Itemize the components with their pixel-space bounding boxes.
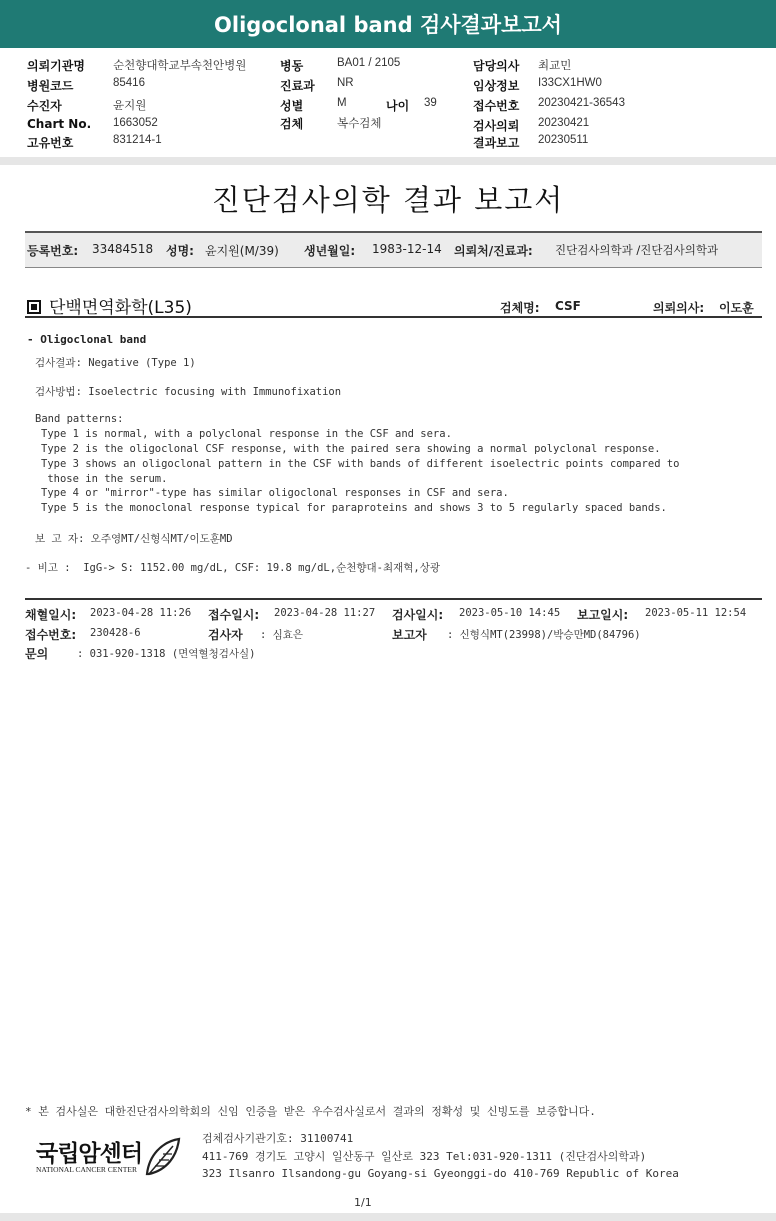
inquiry-label: 문의 — [25, 647, 49, 661]
bottom-band — [0, 1213, 776, 1221]
reg-no-label: 등록번호: — [27, 244, 79, 258]
clinical-label: 임상정보 — [473, 79, 520, 93]
reporter-line: 보 고 자: 오주영MT/신형식MT/이도훈MD — [35, 533, 233, 545]
request-label: 검사의뢰 — [473, 119, 520, 133]
page-number: 1/1 — [354, 1196, 372, 1209]
dept-label: 진료과 — [280, 79, 315, 93]
ward-label: 병동 — [280, 59, 304, 73]
doctor-label: 담당의사 — [473, 59, 520, 73]
receipt-value: 20230421-36543 — [538, 97, 625, 109]
test-method: 검사방법: Isoelectric focusing with Immunofixation — [35, 386, 342, 398]
report-title-bar — [0, 0, 776, 48]
ref-doctor-label: 의뢰의사: — [653, 301, 705, 315]
name-label: 성명: — [166, 244, 194, 258]
dob-label: 생년월일: — [304, 244, 356, 258]
hosp-code-value: 85416 — [113, 77, 145, 89]
band-pattern-line: Type 3 shows an oligoclonal pattern in the CSF with bands of different isoelectric points compared to — [41, 458, 680, 470]
patient-label: 수진자 — [27, 99, 62, 113]
band-pattern-line: Type 4 or "mirror"-type has similar oligoclonal responses in CSF and sera. — [41, 487, 509, 499]
test-result: 검사결과: Negative (Type 1) — [35, 357, 196, 369]
reporter-value: : 신형식MT(23998)/박승만MD(84796) — [447, 629, 641, 641]
specimen-label: 검체 — [280, 117, 304, 131]
org-value: 순천향대학교부속천안병원 — [113, 60, 247, 72]
specimen-name-label: 검체명: — [500, 301, 540, 315]
uid-label: 고유번호 — [27, 136, 74, 150]
test-date-label: 검사일시: — [392, 608, 444, 622]
receipt-label: 접수번호 — [473, 99, 520, 113]
age-value: 39 — [424, 97, 437, 109]
logo-korean: 국립암센터 — [36, 1141, 143, 1167]
uid-value: 831214-1 — [113, 134, 162, 146]
receipt-no-label: 접수번호: — [25, 628, 77, 642]
address-english: 323 Ilsanro Ilsandong-gu Goyang-si Gyeonggi-do 410-769 Republic of Korea — [202, 1167, 679, 1180]
chart-value: 1663052 — [113, 117, 158, 129]
req-dept-value: 진단검사의학과 /진단검사의학과 — [555, 243, 719, 257]
doctor-value: 최교민 — [538, 60, 572, 72]
section-divider — [0, 157, 776, 165]
dob-value: 1983-12-14 — [372, 242, 442, 256]
ward-value: BA01 / 2105 — [337, 57, 401, 69]
report-main-title: 진단검사의학 결과 보고서 — [211, 183, 565, 217]
test-date-value: 2023-05-10 14:45 — [459, 607, 561, 619]
receive-label: 접수일시: — [208, 608, 260, 622]
clinical-value: I33CX1HW0 — [538, 77, 602, 89]
section-heading — [27, 293, 192, 318]
report-time-value: 2023-05-11 12:54 — [645, 607, 747, 619]
band-pattern-line: Type 1 is normal, with a polyclonal response in the CSF and sera. — [41, 428, 452, 440]
sex-label: 성별 — [280, 99, 304, 113]
tester-label: 검사자 — [208, 628, 243, 642]
band-pattern-line: those in the serum. — [41, 473, 168, 485]
sex-value: M — [337, 97, 347, 109]
hosp-code-label: 병원코드 — [27, 79, 74, 93]
chart-label: Chart No. — [27, 117, 92, 131]
footer-info-rule — [25, 598, 762, 600]
certification-note: * 본 검사실은 대한진단검사의학회의 신임 인증을 받은 우수검사실로서 결과의 정확성 및 신빙도를 보증합니다. — [25, 1105, 596, 1118]
patient-value: 윤지원 — [113, 100, 147, 112]
institution-number: 검체검사기관기호: 31100741 — [202, 1132, 354, 1145]
org-label: 의뢰기관명 — [27, 59, 85, 73]
tester-value: : 심효은 — [260, 629, 304, 641]
reporter-label: 보고자 — [392, 628, 427, 642]
square-bullet-icon — [27, 300, 41, 314]
collect-value: 2023-04-28 11:26 — [90, 607, 192, 619]
report-date-value: 20230511 — [538, 134, 589, 146]
ref-doctor-value: 이도훈 — [719, 301, 754, 315]
band-pattern-line: Type 5 is the monoclonal response typical for paraproteins and shows 3 to 5 regularly spaced bands. — [41, 502, 667, 514]
collect-label: 채혈일시: — [25, 608, 77, 622]
name-value: 윤지원(M/39) — [205, 244, 279, 258]
band-pattern-line: Type 2 is the oligoclonal CSF response, with the paired sera showing a normal polyclonal response. — [41, 443, 661, 455]
specimen-value: 복수검체 — [337, 118, 382, 130]
age-label: 나이 — [386, 99, 410, 113]
band-patterns-title: Band patterns: — [35, 413, 124, 425]
registration-bar — [25, 231, 762, 268]
req-dept-label: 의뢰처/진료과: — [454, 244, 533, 258]
report-date-label: 결과보고 — [473, 136, 520, 150]
section-rule — [25, 316, 762, 318]
inquiry-value: : 031-920-1318 (면역혈청검사실) — [77, 648, 256, 660]
remark-line: - 비고 : IgG-> S: 1152.00 mg/dL, CSF: 19.8 mg/dL,순천향대-최재혁,상광 — [25, 562, 441, 574]
report-title: Oligoclonal band 검사결과보고서 — [214, 13, 562, 37]
test-name: - Oligoclonal band — [27, 333, 147, 346]
specimen-name-value: CSF — [555, 299, 581, 313]
reg-no-value: 33484518 — [92, 242, 154, 256]
receipt-no-value: 230428-6 — [90, 627, 141, 639]
receive-value: 2023-04-28 11:27 — [274, 607, 376, 619]
logo-english: NATIONAL CANCER CENTER — [36, 1165, 137, 1174]
address-korean: 411-769 경기도 고양시 일산동구 일산로 323 Tel:031-920-1311 (진단검사의학과) — [202, 1150, 647, 1163]
ncc-leaf-logo-icon — [143, 1136, 183, 1178]
report-time-label: 보고일시: — [577, 608, 629, 622]
request-value: 20230421 — [538, 117, 590, 129]
section-title: 단백면역화학(L35) — [49, 298, 192, 318]
dept-value: NR — [337, 77, 354, 89]
